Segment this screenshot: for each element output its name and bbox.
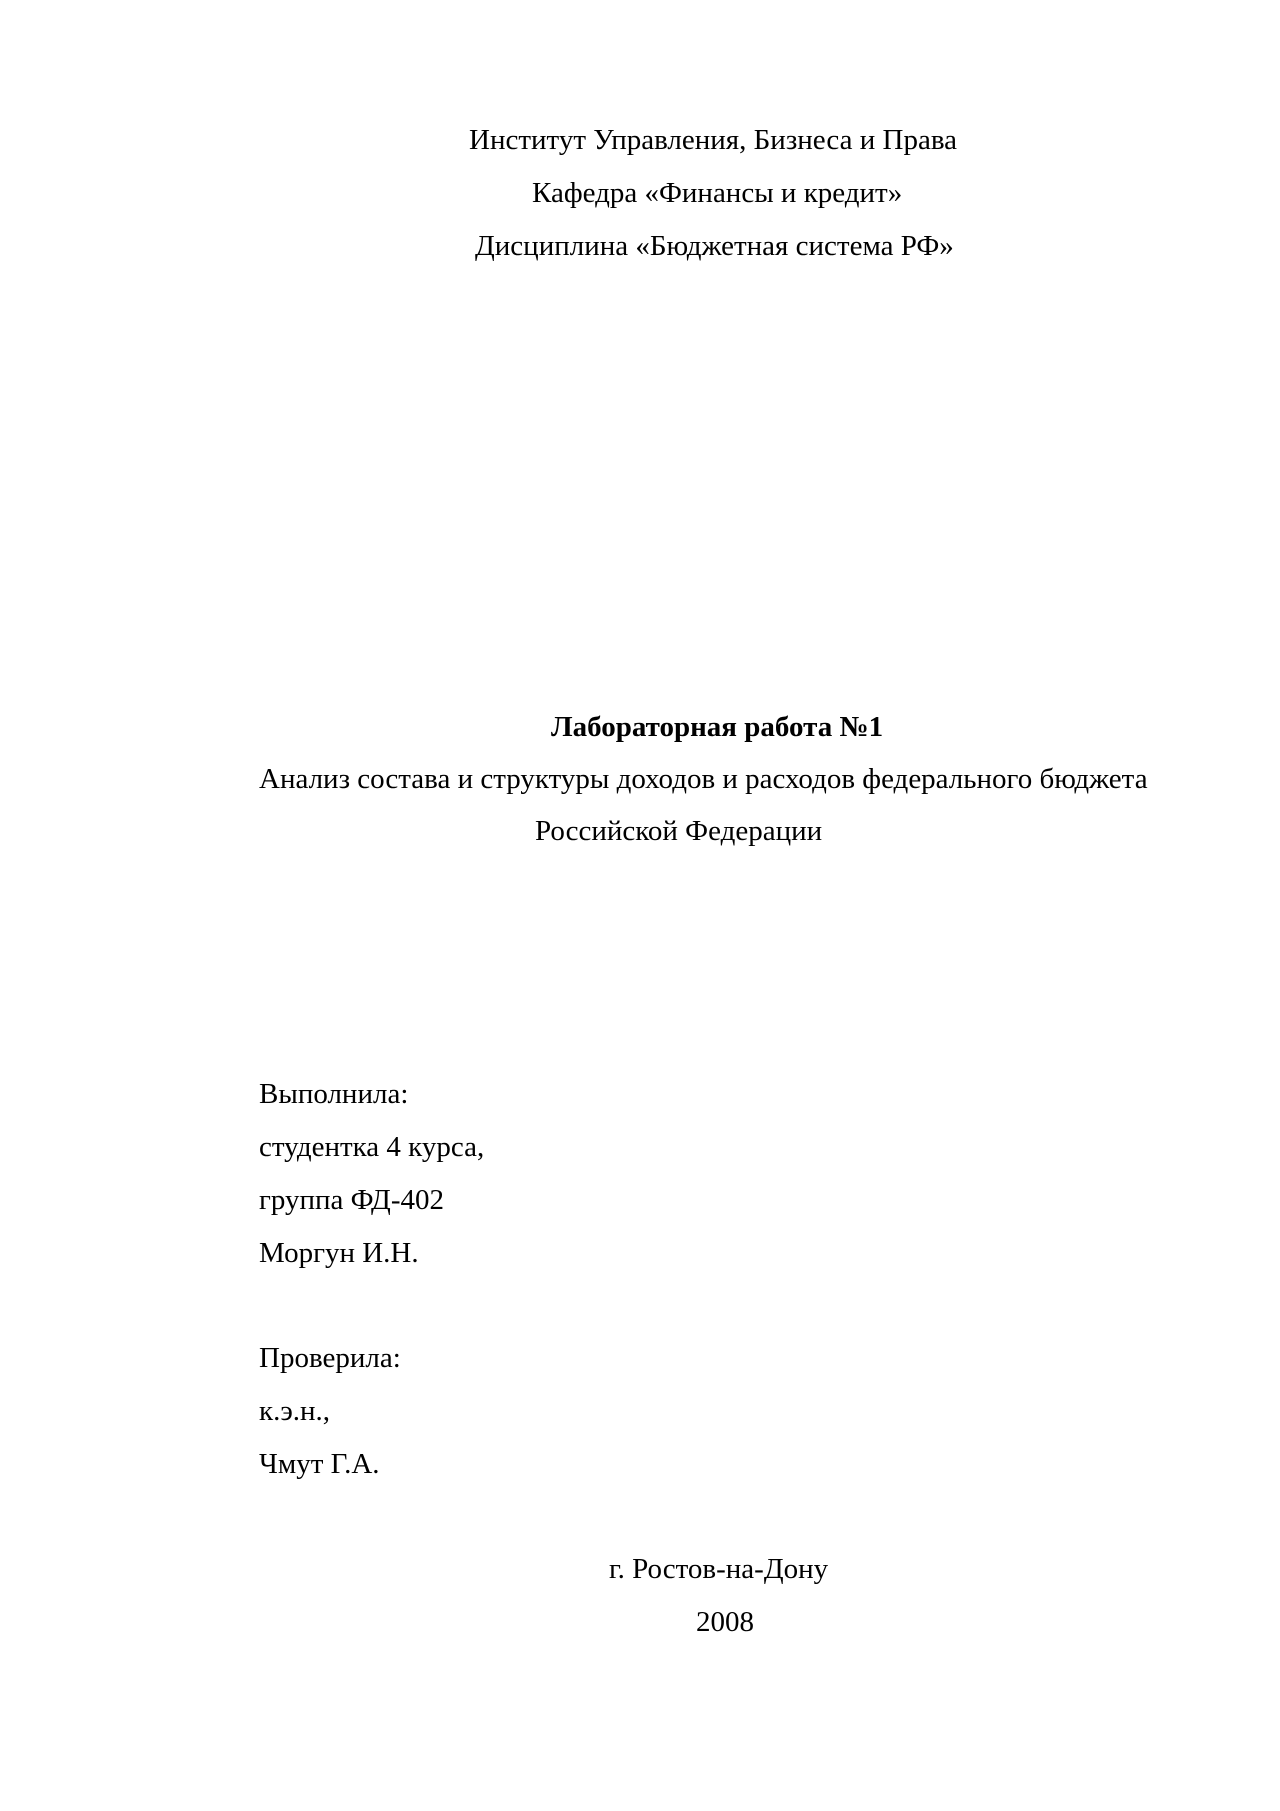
work-subject-line-2: Российской Федерации <box>535 815 823 847</box>
institute-name: Институт Управления, Бизнеса и Права <box>469 124 958 156</box>
year: 2008 <box>696 1606 754 1638</box>
author-status: студентка 4 курса, <box>259 1131 485 1163</box>
reviewer-label: Проверила: <box>259 1342 401 1374</box>
reviewer-name: Чмут Г.А. <box>259 1448 380 1480</box>
author-group: группа ФД-402 <box>259 1184 444 1216</box>
work-title: Лабораторная работа №1 <box>551 711 884 743</box>
department-name: Кафедра «Финансы и кредит» <box>532 177 903 209</box>
author-label: Выполнила: <box>259 1078 409 1110</box>
reviewer-degree: к.э.н., <box>259 1395 331 1427</box>
work-subject-line-1: Анализ состава и структуры доходов и расходов федерального бюджета <box>259 763 1148 795</box>
author-name: Моргун И.Н. <box>259 1237 419 1269</box>
discipline-name: Дисциплина «Бюджетная система РФ» <box>475 230 954 262</box>
city: г. Ростов-на-Дону <box>609 1553 829 1585</box>
